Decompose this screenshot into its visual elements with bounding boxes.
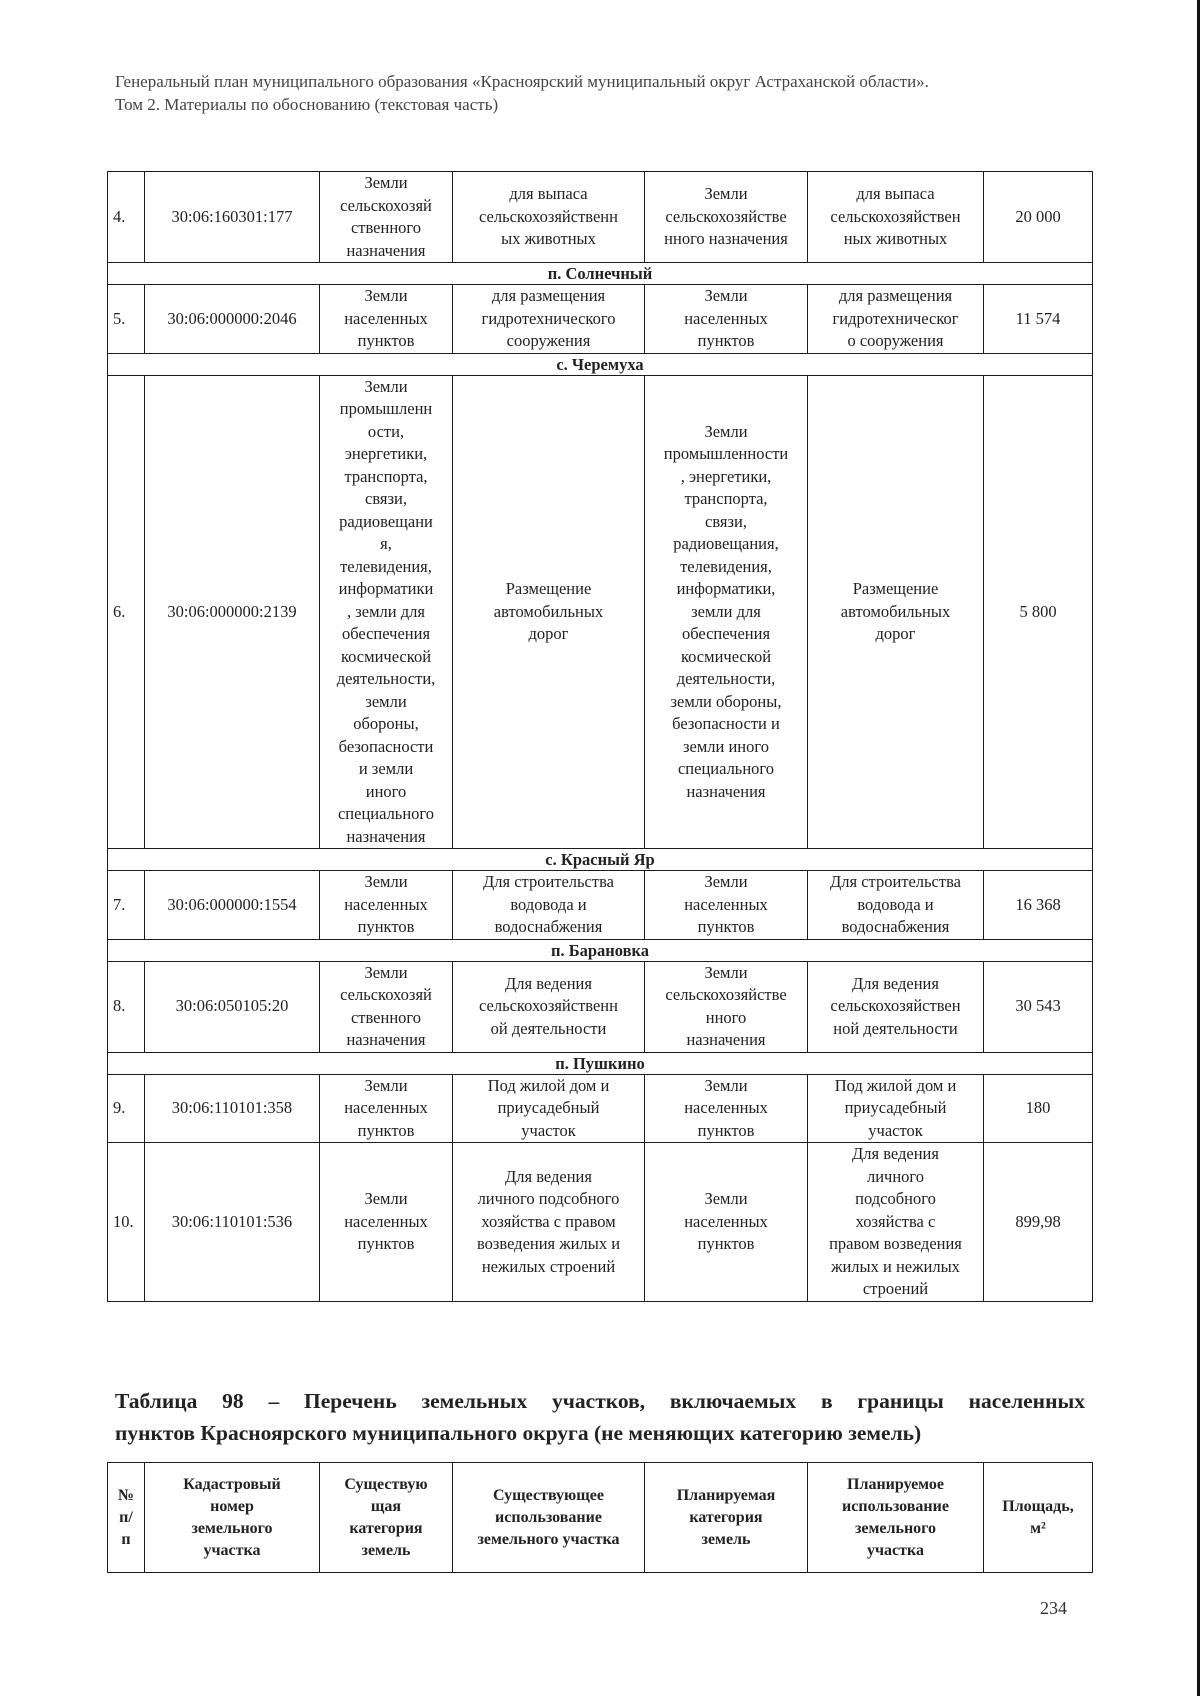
cell-current-use: Для строительства водовода и водоснабжения <box>453 871 645 940</box>
cell-current-category: Земли населенных пунктов <box>320 1074 453 1143</box>
header-cell-planned-category: Планируемая категория земель <box>645 1463 808 1573</box>
cell-planned-use: Для ведения личного подсобного хозяйства с правом возведения жилых и нежилых строений <box>808 1143 984 1302</box>
header-line-1: Генеральный план муниципального образования «Красноярский муниципальный округ Астраханской области». <box>115 72 929 91</box>
cell-planned-category: Земли населенных пунктов <box>645 285 808 354</box>
header-row <box>108 1463 1093 1573</box>
table-row <box>108 375 1093 849</box>
settlement-name: п. Солнечный <box>108 263 1093 285</box>
settlement-name: п. Барановка <box>108 939 1093 961</box>
header-cell-cadastre: Кадастровый номер земельного участка <box>145 1463 320 1573</box>
cell-number: 4. <box>108 172 145 263</box>
cell-current-category: Земли сельскохозяй ственного назначения <box>320 961 453 1052</box>
table-row <box>108 1143 1093 1302</box>
cell-planned-use: Размещение автомобильных дорог <box>808 375 984 849</box>
settlement-name: п. Пушкино <box>108 1052 1093 1074</box>
cell-current-category: Земли населенных пунктов <box>320 285 453 354</box>
cell-current-use: для выпаса сельскохозяйственн ых животных <box>453 172 645 263</box>
land-plots-table <box>107 171 1093 1302</box>
cell-planned-category: Земли сельскохозяйстве нного назначения <box>645 961 808 1052</box>
cell-planned-use: Под жилой дом и приусадебный участок <box>808 1074 984 1143</box>
cell-cadastral-number: 30:06:000000:2139 <box>145 375 320 849</box>
running-header <box>115 70 1095 116</box>
table-row <box>108 1074 1093 1143</box>
settlement-name: с. Красный Яр <box>108 849 1093 871</box>
cell-cadastral-number: 30:06:110101:358 <box>145 1074 320 1143</box>
cell-area: 180 <box>984 1074 1093 1143</box>
cell-number: 7. <box>108 871 145 940</box>
cell-current-use: Для ведения личного подсобного хозяйства с правом возведения жилых и нежилых строений <box>453 1143 645 1302</box>
cell-current-category: Земли сельскохозяй ственного назначения <box>320 172 453 263</box>
cell-current-category: Земли населенных пунктов <box>320 871 453 940</box>
cell-current-category: Земли населенных пунктов <box>320 1143 453 1302</box>
table-row <box>108 871 1093 940</box>
settlement-section-row <box>108 1052 1093 1074</box>
table-row <box>108 172 1093 263</box>
cell-planned-use: для размещения гидротехническог о сооружения <box>808 285 984 354</box>
caption-line-2: пунктов Красноярского муниципального округа (не меняющих категорию земель) <box>115 1421 922 1445</box>
cell-cadastral-number: 30:06:000000:1554 <box>145 871 320 940</box>
page-number: 234 <box>1040 1598 1067 1618</box>
cell-cadastral-number: 30:06:160301:177 <box>145 172 320 263</box>
cell-current-use: Под жилой дом и приусадебный участок <box>453 1074 645 1143</box>
cell-current-use: Размещение автомобильных дорог <box>453 375 645 849</box>
cell-area: 5 800 <box>984 375 1093 849</box>
table-caption <box>115 1385 1085 1449</box>
cell-cadastral-number: 30:06:110101:536 <box>145 1143 320 1302</box>
cell-current-use: для размещения гидротехнического сооружения <box>453 285 645 354</box>
cell-planned-category: Земли населенных пунктов <box>645 871 808 940</box>
cell-number: 6. <box>108 375 145 849</box>
cell-cadastral-number: 30:06:000000:2046 <box>145 285 320 354</box>
settlement-section-row <box>108 353 1093 375</box>
header-line-2: Том 2. Материалы по обоснованию (текстовая часть) <box>115 95 499 114</box>
cell-area: 16 368 <box>984 871 1093 940</box>
cell-planned-use: Для ведения сельскохозяйствен ной деятельности <box>808 961 984 1052</box>
header-cell-area: Площадь, м² <box>984 1463 1093 1573</box>
table-row <box>108 285 1093 354</box>
cell-planned-category: Земли населенных пунктов <box>645 1143 808 1302</box>
cell-planned-use: для выпаса сельскохозяйствен ных животных <box>808 172 984 263</box>
cell-area: 11 574 <box>984 285 1093 354</box>
cell-current-category: Земли промышленн ости, энергетики, транспорта, связи, радиовещани я, телевидения, информатики , земли для обеспечения космической деятельности, земли обороны, безопасности и земли иного специального назначения <box>320 375 453 849</box>
cell-current-use: Для ведения сельскохозяйственн ой деятельности <box>453 961 645 1052</box>
cell-number: 10. <box>108 1143 145 1302</box>
header-cell-current-use: Существующее использование земельного участка <box>453 1463 645 1573</box>
settlement-name: с. Черемуха <box>108 353 1093 375</box>
cell-area: 30 543 <box>984 961 1093 1052</box>
cell-area: 899,98 <box>984 1143 1093 1302</box>
header-cell-planned-use: Планируемое использование земельного участка <box>808 1463 984 1573</box>
next-table-header <box>107 1462 1093 1573</box>
cell-area: 20 000 <box>984 172 1093 263</box>
cell-planned-use: Для строительства водовода и водоснабжения <box>808 871 984 940</box>
settlement-section-row <box>108 939 1093 961</box>
cell-planned-category: Земли сельскохозяйстве нного назначения <box>645 172 808 263</box>
cell-number: 9. <box>108 1074 145 1143</box>
cell-number: 5. <box>108 285 145 354</box>
cell-cadastral-number: 30:06:050105:20 <box>145 961 320 1052</box>
caption-line-1: Таблица 98 – Перечень земельных участков, включаемых в границы населенных <box>115 1389 1085 1413</box>
cell-planned-category: Земли промышленности , энергетики, транспорта, связи, радиовещания, телевидения, информатики, земли для обеспечения космической деятельности, земли обороны, безопасности и земли иного специального назначения <box>645 375 808 849</box>
settlement-section-row <box>108 849 1093 871</box>
cell-number: 8. <box>108 961 145 1052</box>
table-row <box>108 961 1093 1052</box>
header-cell-current-category: Существую щая категория земель <box>320 1463 453 1573</box>
header-cell-num: № п/ п <box>108 1463 145 1573</box>
cell-planned-category: Земли населенных пунктов <box>645 1074 808 1143</box>
settlement-section-row <box>108 263 1093 285</box>
